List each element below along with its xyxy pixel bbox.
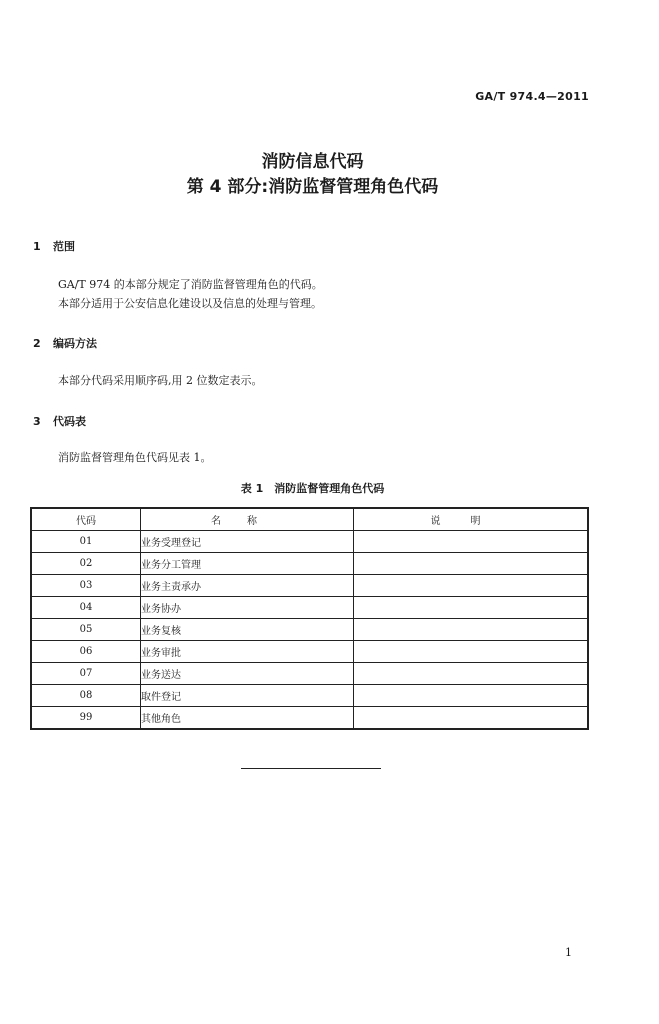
cell-note <box>354 553 589 575</box>
cell-code: 02 <box>31 553 141 575</box>
cell-code: 01 <box>31 531 141 553</box>
section-title: 代码表 <box>53 415 86 428</box>
cell-name: 其他角色 <box>141 707 354 730</box>
header-code: 代码 <box>31 508 141 531</box>
cell-note <box>354 685 589 707</box>
header-name: 名称 <box>141 508 354 531</box>
cell-code: 05 <box>31 619 141 641</box>
table-row <box>31 531 588 553</box>
cell-code: 06 <box>31 641 141 663</box>
table-row <box>31 575 588 597</box>
header-note: 说明 <box>354 508 589 531</box>
table-row <box>31 663 588 685</box>
code-table <box>30 507 589 730</box>
cell-code: 03 <box>31 575 141 597</box>
section-number: 1 <box>33 240 41 253</box>
table-row <box>31 641 588 663</box>
title-block <box>0 150 625 200</box>
cell-code: 07 <box>31 663 141 685</box>
section-1-body <box>58 275 323 313</box>
paragraph: 本部分适用于公安信息化建设以及信息的处理与管理。 <box>58 297 322 310</box>
cell-name: 业务送达 <box>141 663 354 685</box>
section-2-body <box>58 371 263 390</box>
table-row <box>31 685 588 707</box>
table-row <box>31 597 588 619</box>
section-title: 编码方法 <box>53 337 97 350</box>
section-3-body <box>58 448 212 467</box>
section-number: 3 <box>33 415 41 428</box>
cell-note <box>354 707 589 730</box>
cell-note <box>354 641 589 663</box>
cell-note <box>354 575 589 597</box>
section-number: 2 <box>33 337 41 350</box>
section-2-heading <box>33 335 97 351</box>
page-number: 1 <box>565 946 572 959</box>
cell-name: 业务审批 <box>141 641 354 663</box>
cell-note <box>354 619 589 641</box>
cell-code: 99 <box>31 707 141 730</box>
cell-note <box>354 597 589 619</box>
cell-note <box>354 531 589 553</box>
section-1-heading <box>33 238 75 254</box>
end-rule <box>241 768 381 769</box>
cell-code: 04 <box>31 597 141 619</box>
table-row <box>31 619 588 641</box>
cell-name: 业务主责承办 <box>141 575 354 597</box>
cell-code: 08 <box>31 685 141 707</box>
cell-name: 取件登记 <box>141 685 354 707</box>
table-header-row <box>31 508 588 531</box>
paragraph: GA/T 974 的本部分规定了消防监督管理角色的代码。 <box>58 278 323 291</box>
document-title: 消防信息代码 <box>261 152 364 172</box>
paragraph: 本部分代码采用顺序码,用 2 位数定表示。 <box>58 374 263 387</box>
section-3-heading <box>33 413 86 429</box>
paragraph: 消防监督管理角色代码见表 1。 <box>58 451 212 464</box>
cell-name: 业务复核 <box>141 619 354 641</box>
table-row <box>31 707 588 730</box>
cell-name: 业务分工管理 <box>141 553 354 575</box>
table-caption: 表 1 消防监督管理角色代码 <box>240 482 385 495</box>
cell-note <box>354 663 589 685</box>
section-title: 范围 <box>53 240 75 253</box>
cell-name: 业务受理登记 <box>141 531 354 553</box>
document-subtitle: 第 4 部分:消防监督管理角色代码 <box>186 177 439 197</box>
standard-code: GA/T 974.4—2011 <box>475 90 589 103</box>
table-row <box>31 553 588 575</box>
cell-name: 业务协办 <box>141 597 354 619</box>
